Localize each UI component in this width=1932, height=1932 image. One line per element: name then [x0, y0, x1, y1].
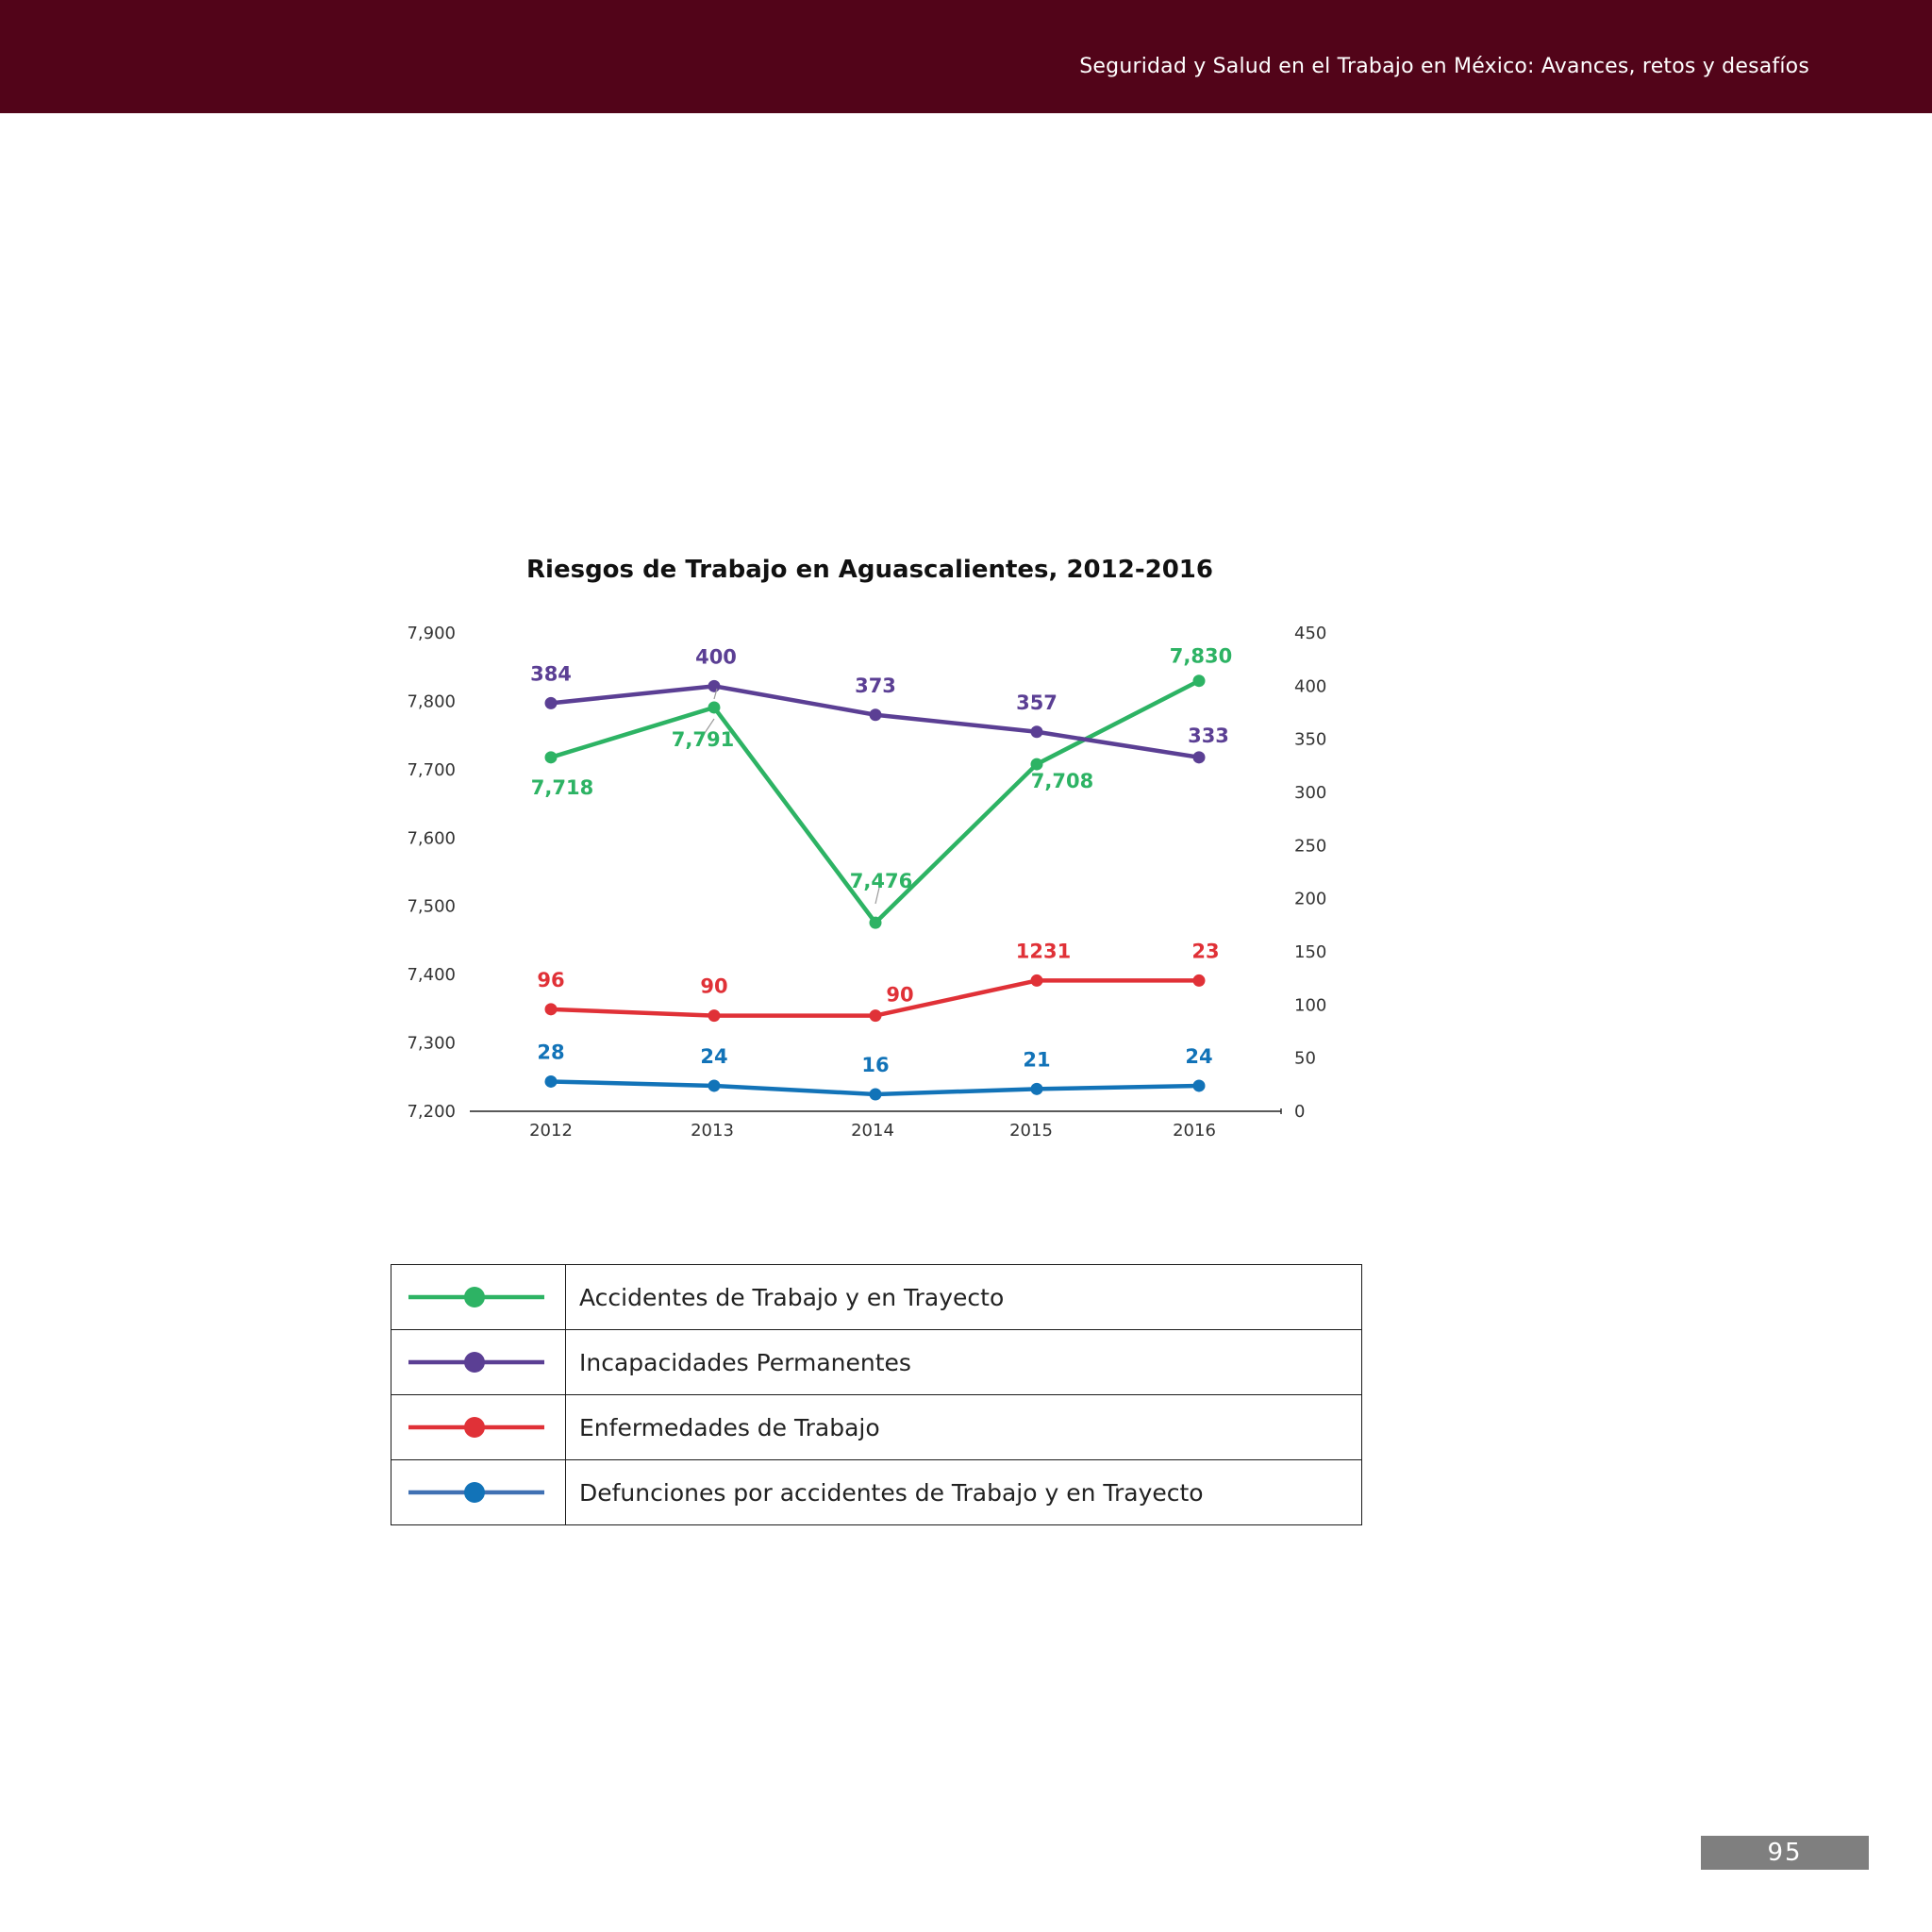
left-y-tick-label: 7,900 — [407, 624, 456, 643]
right-y-tick-label: 0 — [1294, 1102, 1306, 1122]
data-point — [1193, 974, 1206, 987]
legend-marker-icon — [391, 1330, 565, 1391]
data-label: 1231 — [1015, 940, 1072, 963]
right-y-tick-label: 200 — [1294, 889, 1327, 909]
legend-label: Enfermedades de Trabajo — [566, 1395, 1362, 1460]
data-label: 24 — [700, 1044, 728, 1068]
page-number: 95 — [1701, 1836, 1869, 1870]
data-label: 333 — [1188, 724, 1229, 747]
legend-row — [391, 1265, 1362, 1330]
left-y-tick-label: 7,800 — [407, 691, 456, 712]
right-y-tick-label: 150 — [1294, 942, 1327, 962]
data-label: 21 — [1023, 1048, 1051, 1072]
data-point — [545, 751, 558, 763]
left-y-tick-label: 7,400 — [407, 965, 456, 986]
data-label: 96 — [537, 968, 565, 991]
legend-table — [391, 1264, 1362, 1525]
data-label: 7,830 — [1169, 644, 1233, 668]
left-y-tick-label: 7,600 — [407, 828, 456, 849]
x-tick-label: 2016 — [1173, 1121, 1216, 1141]
legend-label: Incapacidades Permanentes — [566, 1330, 1362, 1395]
x-tick-label: 2014 — [851, 1121, 894, 1141]
legend-swatch — [391, 1395, 566, 1460]
data-point — [1193, 675, 1206, 687]
right-y-tick-label: 300 — [1294, 783, 1327, 803]
left-y-tick-label: 7,500 — [407, 896, 456, 917]
left-y-tick-label: 7,300 — [407, 1033, 456, 1054]
data-point — [1031, 1083, 1043, 1095]
legend-marker-icon — [391, 1265, 565, 1325]
data-label: 90 — [886, 983, 914, 1007]
data-point — [708, 1079, 721, 1091]
data-point — [1031, 758, 1043, 771]
data-label: 7,708 — [1030, 770, 1094, 793]
data-label: 24 — [1185, 1044, 1213, 1068]
header-title: Seguridad y Salud en el Trabajo en México: Avances, retos y desafíos — [1079, 55, 1809, 78]
data-point — [870, 917, 882, 929]
x-tick-label: 2012 — [529, 1121, 573, 1141]
data-point — [545, 697, 558, 709]
left-y-tick-label: 7,700 — [407, 759, 456, 780]
data-point — [545, 1003, 558, 1015]
data-label: 7,476 — [849, 870, 913, 893]
data-label: 384 — [530, 662, 572, 686]
data-point — [1193, 1079, 1206, 1091]
left-y-tick-label: 7,200 — [407, 1102, 456, 1122]
x-tick-label: 2015 — [1009, 1121, 1053, 1141]
right-y-tick-label: 250 — [1294, 836, 1327, 857]
data-label: 7,791 — [671, 727, 735, 751]
legend-row — [391, 1330, 1362, 1395]
legend-swatch — [391, 1460, 566, 1525]
data-point — [870, 1088, 882, 1100]
data-point — [1031, 974, 1043, 987]
data-label: 7,718 — [530, 775, 594, 799]
right-y-tick-label: 100 — [1294, 995, 1327, 1016]
right-y-tick-label: 50 — [1294, 1048, 1316, 1069]
data-point — [708, 701, 721, 713]
data-label: 23 — [1191, 940, 1220, 963]
legend-row — [391, 1395, 1362, 1460]
legend-label: Defunciones por accidentes de Trabajo y en Trayecto — [566, 1460, 1362, 1525]
data-label: 400 — [695, 645, 737, 669]
right-y-tick-label: 450 — [1294, 624, 1327, 643]
chart-title: Riesgos de Trabajo en Aguascalientes, 2012-2016 — [526, 556, 1213, 584]
legend-swatch — [391, 1265, 566, 1330]
right-y-tick-label: 400 — [1294, 676, 1327, 697]
x-tick-label: 2013 — [691, 1121, 734, 1141]
data-point — [545, 1075, 558, 1088]
legend-row — [391, 1460, 1362, 1525]
legend-marker-icon — [391, 1395, 565, 1456]
data-label: 16 — [861, 1053, 890, 1076]
data-label: 28 — [537, 1041, 565, 1064]
data-point — [1193, 751, 1206, 763]
legend-label: Accidentes de Trabajo y en Trayecto — [566, 1265, 1362, 1330]
data-point — [870, 708, 882, 721]
data-label: 357 — [1016, 691, 1058, 714]
right-y-tick-label: 350 — [1294, 729, 1327, 750]
legend-swatch — [391, 1330, 566, 1395]
data-point — [870, 1009, 882, 1022]
legend-marker-icon — [391, 1460, 565, 1521]
data-point — [1031, 725, 1043, 738]
data-point — [708, 680, 721, 692]
data-label: 373 — [855, 674, 896, 697]
data-label: 90 — [700, 974, 728, 998]
data-point — [708, 1009, 721, 1022]
